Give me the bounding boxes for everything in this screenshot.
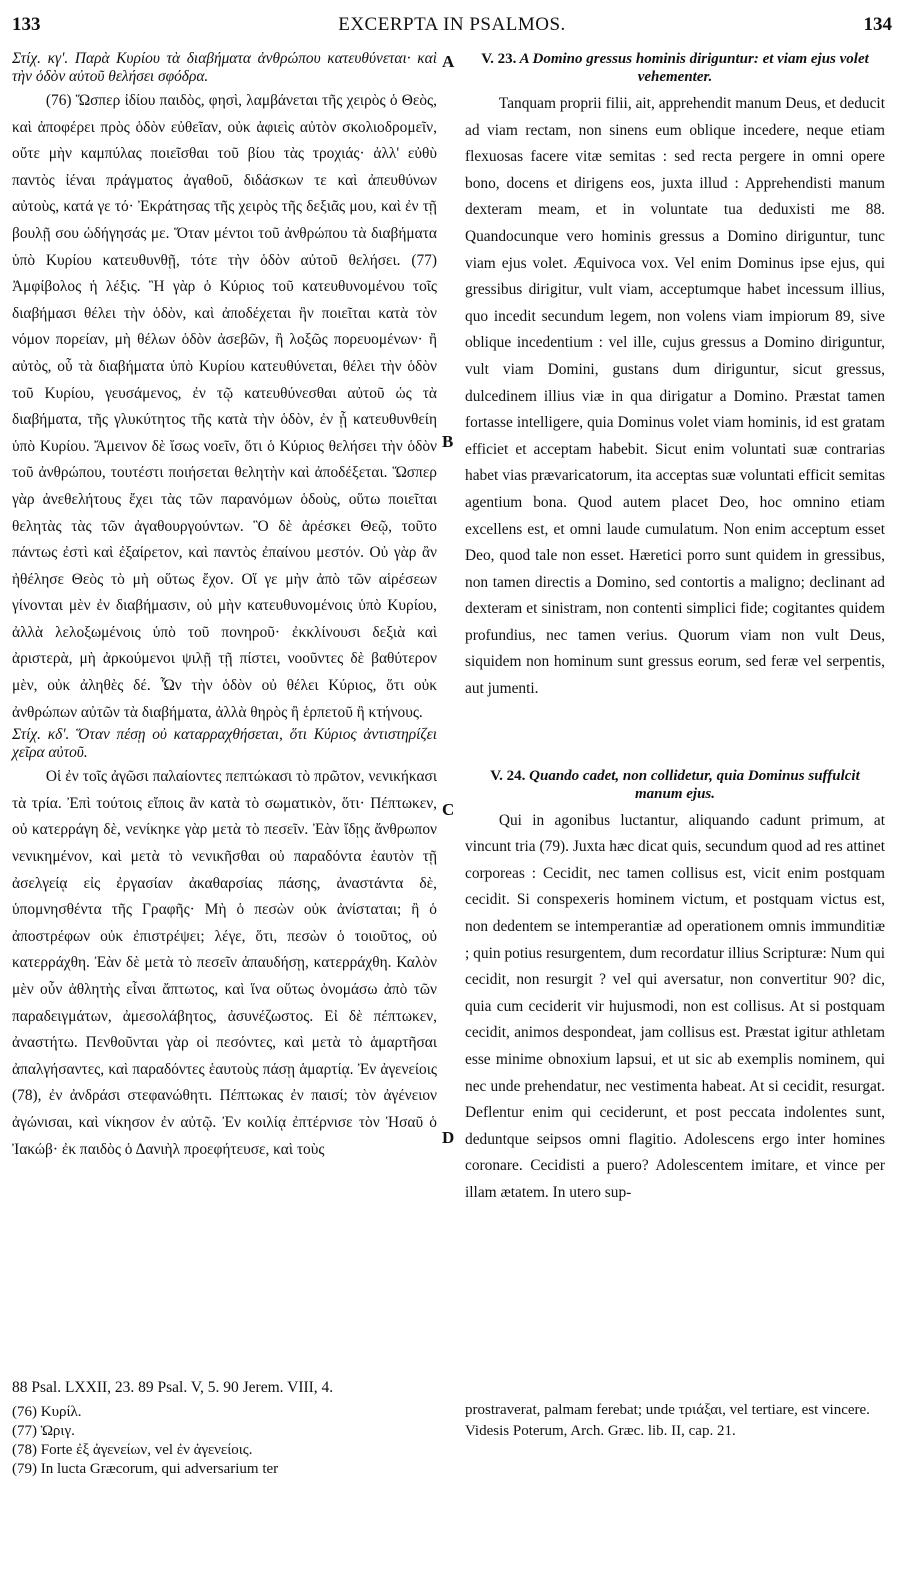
margin-letter-a: A <box>442 52 455 71</box>
latin-verse-23 <box>465 50 885 86</box>
greek-commentary-24: Οἱ ἐν τοῖς ἀγῶσι παλαίοντες πεπτώκασι τὸ πρῶτον, νενικήκασι τὰ τρία. Ἐπὶ τούτοις εἴποις ἂν κατὰ τὸ σωματικὸν, ὅτι· Πέπτωκεν, οὐ κατερράγη δὲ, νενίκηκε γὰρ μετὰ τὸ πεσεῖν. Ἐὰν ἴδῃς ἄνθρωπον νενικημένον, καὶ μετὰ τὸ νενικῆσθαι οὐ παραδόντα ἑαυτὸν τῇ ἀσελγείᾳ εἰς ἐργασίαν ἀκαθαρσίας πάσης, ἀναστάντα δὲ, ὑπομνησθέντα τῆς Γραφῆς· Μὴ ὁ πεσὼν οὐκ ἀνίσταται; ἢ ὁ ἀποστρέφων οὐκ ἐπιστρέψει; λέγε, ὅτι, πεσὼν ὁ τοιοῦτος, οὐ κατερράχθη. Ἐὰν δὲ μετὰ τὸ πεσεῖν ἀπαυδήσῃ, κατερράχθη. Καλὸν μὲν οὖν ἀθλητὴς εἶναι ἄπτωτος, καὶ ἵνα οὕτως ὀνομάσω ἀπὸ τῶν παραδειγμάτων, ἀμεσολάβητος, ἀσυνέζωστος. Εἰ δὲ πέπτωκεν, ἀναστήτω. Πενθοῦνται γὰρ οἱ πεσόντες, καὶ μετὰ τὸ ἁμαρτῆσαι ἀπαλγήσαντες, καὶ παραδόντες ἑαυτοὺς πάσῃ ἁμαρτίᾳ. Ἐν ἀγενείοις (78), ἐν ἀνδράσι στεφανώθητι. Πέπτωκας ἐν παισί; τὸν ἀγένειον ἀγώνισαι, καὶ νίκησον ἐν αὐτῷ. Ἐν κοιλίᾳ ἐπτέρνισε τὸν Ἡσαῦ ὁ Ἰακώβ· ἐκ παιδὸς ὁ Δανιὴλ προεφήτευσε, καὶ τοὺς <box>12 768 437 1158</box>
verse-number-23: V. 23. <box>481 51 517 67</box>
margin-letter-b: B <box>442 432 454 451</box>
running-title: EXCERPTA IN PSALMOS. <box>338 14 566 35</box>
page-number-left: 133 <box>12 14 41 35</box>
footnote-77: (77) Ὡριγ. <box>12 1423 75 1439</box>
latin-commentary-24: Qui in agonibus luctantur, aliquando cadunt primum, at vincunt tria (79). Juxta hæc dicat quis, secundum quod ad res attinet corporeas : Cecidit, nec tamen collisus est, vicit enim postquam cecidit. Si conspexeris hominem victum, et postquam victus est, non dedentem se intemperantiæ ad operationem omnis immunditiæ ; quin potius resurgentem, dum recordatur illius Scripturæ: Num qui cecidit, non resurgit ? vel qui aversatur, non convertitur 90? dic, quia cum ceciderit vir hujusmodi, non est collisus. At si postquam cecidit, animos despondeat, jam collisus est. Præstat igitur athletam esse minime obnoxium lapsui, et ut sic ab exemplis nominem, qui nec unde prehendatur, nec vestimenta habeat. At si cecidit, resurgat. Deflentur enim qui ceciderunt, et post peccata indolentes sunt, deduntque seipsos omni flagitio. Adolescens ergo inter homines coronare. Cecidisti a puero? Adolescentem imitare, et vince per illam ætatem. In utero sup- <box>465 811 885 1201</box>
latin-verse-23-text: A Domino gressus hominis diriguntur: et viam ejus volet vehementer. <box>519 51 869 85</box>
footnote-76: (76) Κυρίλ. <box>12 1404 82 1420</box>
latin-commentary-23: Tanquam proprii filii, ait, apprehendit manum Deus, et deducit ad viam rectam, non sinens eum oblique incedere, neque etiam flexuosas facere vitæ semitas : sed recta pergere in omni opere bono, docens et dirigens eos, juxta illud : Apprehendisti manum dexteram meam, et in voluntate tua deduxisti me 88. Quandocunque vero hominis gressus a Domino diriguntur, tunc viam ejus volet. Æquivoca vox. Vel enim Dominus ipse ejus, qui gressibus dirigitur, vult viam, acceptumque habet incessum illius, quo incedit secundum legem, non volens viam impiorum 89, sive oblique incedentium : vel ille, cujus gressus a Domino diriguntur, vult viam Domini, gustans dum diriguntur, sicut gressus, dulcedinem illius viæ in qua dirigatur a Domino. Præstat tamen fortasse intelligere, quia Dominus volet viam hominis, id est gratam efficiet et acceptam habebit. Sicut enim voluntati suæ contrarias habet vias prævaricatorum, ita acceptas suæ voluntati efficit semitas agentium bona. Quod autem placet Deo, hoc omnino etiam excellens est, et omni laude cumulatum. Non enim acceptum esset Deo, quod tale non esset. Hæretici porro sunt quidem in gressibus, non tamen directis a Domino, sed contortis a maligno; declinant ad dexteram et sinistram, non contenti simplici fide; cogitantes quidem profundius, nec tamen verius. Quorum viam non vult Deus, siquidem non hominum sunt gressus eorum, sed feræ vel serpentis, aut jumenti. <box>465 95 885 698</box>
latin-column <box>465 50 885 1207</box>
footnotes <box>12 1378 437 1479</box>
greek-verse-23: Στίχ. κγ'. Παρὰ Κυρίου τὰ διαβήματα ἀνθρώπου κατευθύνεται· καὶ τὴν ὁδὸν αὐτοῦ θελήσει σφόδρα. <box>12 50 437 85</box>
page-header <box>12 14 892 38</box>
page-number-right: 134 <box>863 14 892 35</box>
margin-letter-c: C <box>442 800 455 819</box>
scripture-references: 88 Psal. LXXII, 23. 89 Psal. V, 5. 90 Jerem. VIII, 4. <box>12 1379 334 1396</box>
footnote-79: (79) In lucta Græcorum, qui adversarium ter <box>12 1461 279 1477</box>
verse-number-24: V. 24. <box>490 767 526 784</box>
footnote-79-continued: prostraverat, palmam ferebat; unde τριάξαι, vel tertiare, est vincere. Videsis Poterum, Arch. Græc. lib. II, cap. 21. <box>465 1402 870 1439</box>
greek-column <box>12 50 437 1163</box>
footnote-78: (78) Forte ἐξ ἀγενείων, vel ἐν ἀγενείοις. <box>12 1442 253 1458</box>
greek-commentary-23: (76) Ὥσπερ ἰδίου παιδὸς, φησὶ, λαμβάνεται τῆς χειρὸς ὁ Θεὸς, καὶ ἀποφέρει πρὸς ὁδὸν εὐθεῖαν, οὐκ ἀφιεὶς αὐτὸν σκολιοδρομεῖν, οὔτε μὴν καμπύλας ποιεῖσθαι τοῦ βίου τὰς τροχιάς· ἀλλ' εὐθὺ παντὸς ἰέναι πράγματος ἀγαθοῦ, διδάσκων τε καὶ ἀπευθύνων αὐτοὺς, κατά γε τό· Ἐκράτησας τῆς χειρὸς τῆς δεξιᾶς μου, καὶ ἐν τῇ βουλῇ σου ὡδήγησάς με. Ὅταν μέντοι τοῦ ἀνθρώπου τὰ διαβήματα ὑπὸ Κυρίου κατευθυνθῇ, τότε τὴν ὁδὸν αὐτοῦ θελήσει. (77) Ἀμφίβολος ἡ λέξις. Ἢ γὰρ ὁ Κύριος τοῦ κατευθυνομένου τοῖς διαβήμασι θέλει τὴν ὁδὸν, καὶ ἀποδέχεται ἣν ποιεῖται κατὰ τὸν νόμον πορείαν, μὴ θέλων ὁδὸν ἀσεβῶν, ἢ λοξῶς πορευομένων· ἢ αὐτὸς, οὗ τὰ διαβήματα ὑπὸ Κυρίου κατευθύνεται, θέλει τὴν ὁδὸν τοῦ Κυρίου, γευσάμενος, ἐν τῷ κατευθύνεσθαι αὐτοῦ ὡς τὰ διαβήματα, τῆς γλυκύτητος τῆς κατὰ τὴν ὁδὸν, ἐν ᾗ κατευθυνθείη ὑπὸ Κυρίου. Ἄμεινον δὲ ἴσως νοεῖν, ὅτι ὁ Κύριος θελήσει τὴν ὁδὸν τοῦ ἀνθρώπου, τουτέστι ποιήσεται θελητὴν καὶ ἀποδέξεται. Ὥσπερ γὰρ ἀνεθελήτους ἔχει τὰς τῶν παρανόμων ὁδοὺς, οὕτω ποιεῖται θελητὰς τὰς τῶν ἀγαθουργούντων. Ὃ δὲ ἀρέσκει Θεῷ, τοῦτο πάντως ἐστὶ καὶ ἐξαίρετον, καὶ παντὸς ἐπαίνου μεστόν. Οὐ γὰρ ἂν ἠθέλησε Θεὸς τὸ μὴ οὕτως ἔχον. Οἵ γε μὴν ἀπὸ τῶν αἱρέσεων γίνονται μὲν ἐν διαβήμασιν, οὐ μὴν κατευθυνομένοις ὑπὸ Κυρίου, ἀλλὰ λελοξωμένοις ὑπὸ τοῦ πονηροῦ· ἐκκλίνουσι δεξιὰ καὶ ἀριστερὰ, μὴ ἀρκούμενοι ψιλῇ τῇ πίστει, νοοῦντες δὲ βαθύτερον μὲν, οὐκ ἀληθὲς δέ. Ὧν τὴν ὁδὸν οὐ θέλει Κύριος, ὅτι οὐκ ἀνθρώπων αὐτῶν τὰ διαβήματα, ἀλλὰ θηρὸς ἢ ἑρπετοῦ ἢ κτήνους. <box>12 92 437 721</box>
margin-letter-d: D <box>442 1128 455 1147</box>
latin-verse-24 <box>465 767 885 803</box>
greek-verse-24: Στίχ. κδ'. Ὅταν πέσῃ οὐ καταρραχθήσεται, ὅτι Κύριος ἀντιστηρίζει χεῖρα αὐτοῦ. <box>12 726 437 762</box>
latin-verse-24-text: Quando cadet, non collidetur, quia Dominus suffulcit manum ejus. <box>529 767 860 802</box>
